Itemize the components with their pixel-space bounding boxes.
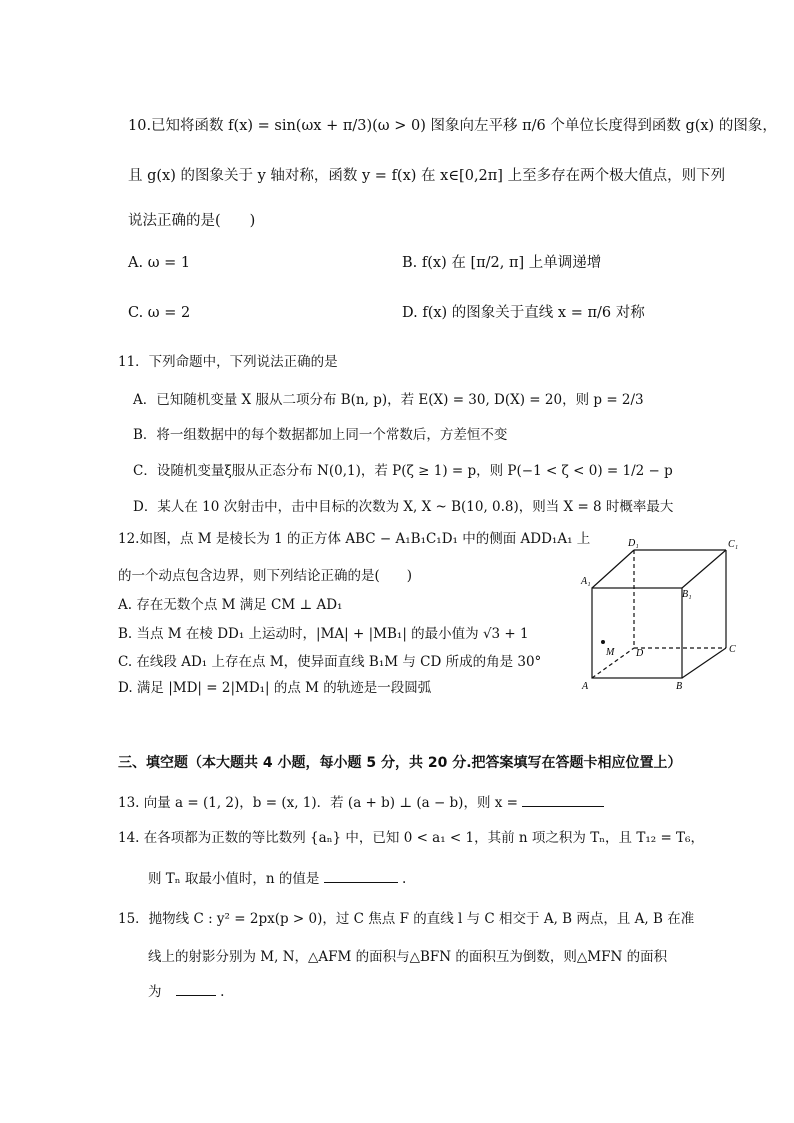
q12-option-a: A. 存在无数个点 M 满足 CM ⊥ AD₁ — [118, 597, 343, 613]
q10-option-a: A. ω = 1 — [128, 255, 191, 271]
q10-option-c: C. ω = 2 — [128, 305, 191, 321]
q12-line1: 12.如图，点 M 是棱长为 1 的正方体 ABC − A₁B₁C₁D₁ 中的侧面 ADD₁A₁ 上 — [118, 531, 591, 547]
q10-line1: 10.已知将函数 f(x) = sin(ωx + π/3)(ω > 0) 图象向左平移 π/6 个单位长度得到函数 g(x) 的图象， — [128, 118, 777, 134]
q11-option-a: A．已知随机变量 X 服从二项分布 B(n, p)，若 E(X) = 30, D(X) = 20，则 p = 2/3 — [133, 392, 644, 408]
section-heading: 三、填空题（本大题共 4 小题，每小题 5 分，共 20 分.把答案填写在答题卡相应位置上） — [118, 755, 682, 771]
cube-figure — [570, 530, 750, 700]
q13-answer-blank[interactable] — [522, 792, 604, 807]
q12-option-b: B. 当点 M 在棱 DD₁ 上运动时，|MA| + |MB₁| 的最小值为 √3 + 1 — [118, 626, 529, 642]
label-b: B — [676, 681, 683, 692]
q15-line1: 15．抛物线 C : y² = 2px(p > 0)，过 C 焦点 F 的直线 l 与 C 相交于 A, B 两点，且 A, B 在准 — [118, 911, 695, 927]
q12-option-d: D. 满足 |MD| = 2|MD₁| 的点 M 的轨迹是一段圆弧 — [118, 680, 432, 696]
label-a1: A₁ — [581, 576, 591, 587]
q14-period: . — [402, 871, 407, 887]
q14-line2 — [148, 868, 406, 889]
q10-line2: 且 g(x) 的图象关于 y 轴对称，函数 y = f(x) 在 x∈[0,2π] 上至多存在两个极大值点，则下列 — [128, 168, 726, 184]
q12-line2: 的一个动点包含边界，则下列结论正确的是( ) — [118, 568, 413, 584]
q11-option-b: B．将一组数据中的每个数据都加上同一个常数后，方差恒不变 — [133, 427, 508, 443]
q15-line2: 线上的射影分别为 M, N，△AFM 的面积与△BFN 的面积互为倒数，则△MFN 的面积 — [148, 949, 668, 965]
label-c1: C₁ — [728, 539, 739, 550]
point-m-dot — [601, 640, 605, 644]
q15-text: 为 — [148, 984, 162, 1000]
q14-answer-blank[interactable] — [324, 868, 398, 883]
q11-option-d: D．某人在 10 次射击中，击中目标的次数为 X, X ~ B(10, 0.8)，则当 X = 8 时概率最大 — [133, 499, 674, 515]
label-a: A — [582, 681, 589, 692]
q13-line — [118, 792, 604, 813]
label-c: C — [729, 644, 736, 655]
q10-option-d: D. f(x) 的图象关于直线 x = π/6 对称 — [402, 305, 645, 321]
label-d1: D₁ — [628, 538, 639, 549]
q14-line1: 14. 在各项都为正数的等比数列 {aₙ} 中，已知 0 < a₁ < 1，其前 n 项之积为 Tₙ，且 T₁₂ = T₆， — [118, 830, 704, 846]
label-d: D — [636, 648, 644, 659]
q13-text: 13. 向量 a = (1, 2)，b = (x, 1)．若 (a + b) ⊥ (a − b)，则 x = — [118, 795, 518, 811]
q11-option-c: C．设随机变量ξ服从正态分布 N(0,1)，若 P(ζ ≥ 1) = p，则 P(−1 < ζ < 0) = 1/2 − p — [133, 463, 673, 479]
q15-line3 — [148, 981, 224, 1002]
q15-answer-blank[interactable] — [176, 981, 216, 996]
q10-option-b: B. f(x) 在 [π/2, π] 上单调递增 — [402, 255, 602, 271]
q11-stem: 11．下列命题中，下列说法正确的是 — [118, 354, 338, 370]
label-m: M — [606, 647, 615, 658]
label-b1: B₁ — [682, 589, 692, 600]
q14-text: 则 Tₙ 取最小值时，n 的值是 — [148, 871, 320, 887]
q12-option-c: C. 在线段 AD₁ 上存在点 M，使异面直线 B₁M 与 CD 所成的角是 30° — [118, 654, 542, 670]
q10-line3: 说法正确的是( ) — [128, 213, 256, 229]
q15-period: . — [220, 984, 225, 1000]
